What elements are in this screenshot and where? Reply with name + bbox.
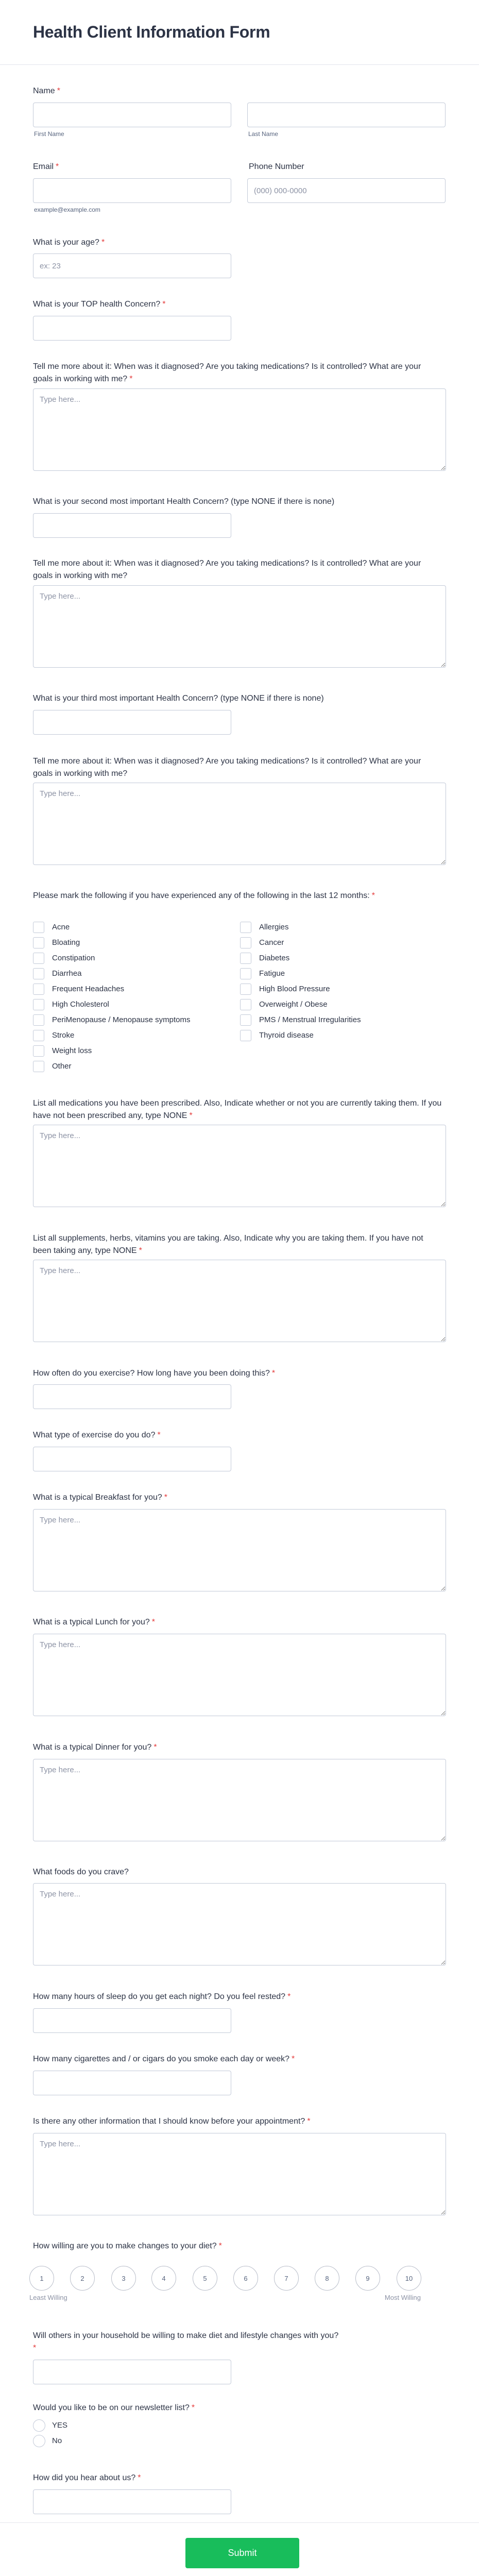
submit-button[interactable]: Submit	[185, 2538, 299, 2568]
header-divider	[0, 64, 479, 65]
condition-label[interactable]: Constipation	[52, 954, 95, 962]
crave-textarea[interactable]	[33, 1883, 446, 1965]
tell-more-2-label: Tell me more about it: When was it diagnosed? Are you taking medications? Is it controlled? What are your goals in working with me?	[33, 559, 421, 580]
newsletter-no-label[interactable]: No	[52, 2436, 62, 2445]
age-input[interactable]	[33, 253, 231, 278]
condition-label[interactable]: High Cholesterol	[52, 1000, 109, 1009]
breakfast-label	[33, 1493, 448, 1503]
second-concern-input[interactable]	[33, 513, 231, 538]
required-mark: *	[162, 300, 166, 309]
exercise-type-input[interactable]	[33, 1447, 231, 1471]
condition-label[interactable]: Acne	[52, 923, 70, 931]
scale-option-6[interactable]: 6	[233, 2266, 258, 2291]
first-name-sublabel: First Name	[34, 130, 64, 138]
willing-label-text: How willing are you to make changes to your diet?	[33, 2242, 217, 2250]
condition-label[interactable]: Overweight / Obese	[259, 1000, 328, 1009]
newsletter-yes-radio[interactable]	[33, 2419, 45, 2432]
email-label-text: Email	[33, 162, 54, 171]
required-mark: *	[33, 2344, 37, 2352]
medications-label	[33, 1097, 445, 1122]
other-info-label-text: Is there any other information that I should know before your appointment?	[33, 2117, 305, 2126]
lunch-label-text: What is a typical Lunch for you?	[33, 1618, 150, 1626]
scale-option-10[interactable]: 10	[397, 2266, 421, 2291]
sleep-label-text: How many hours of sleep do you get each night? Do you feel rested?	[33, 1992, 286, 2001]
footer-divider	[0, 2522, 479, 2523]
form-title: Health Client Information Form	[33, 23, 270, 41]
sleep-label	[33, 1992, 448, 2002]
smoking-label	[33, 2054, 448, 2064]
condition-checkbox[interactable]	[33, 1061, 44, 1072]
medications-textarea[interactable]	[33, 1125, 446, 1207]
required-mark: *	[218, 2242, 222, 2250]
required-mark: *	[151, 1618, 156, 1626]
required-mark: *	[56, 162, 59, 171]
scale-high-label: Most Willing	[384, 2294, 421, 2301]
exercise-frequency-input[interactable]	[33, 1384, 231, 1409]
name-label	[33, 86, 448, 96]
condition-checkbox[interactable]	[240, 1014, 251, 1026]
condition-checkbox[interactable]	[240, 937, 251, 948]
required-mark: *	[191, 2403, 195, 2412]
scale-option-3[interactable]: 3	[111, 2266, 136, 2291]
email-label	[33, 162, 229, 172]
condition-checkbox[interactable]	[240, 968, 251, 979]
required-mark: *	[292, 2055, 295, 2063]
exercise-frequency-label	[33, 1368, 448, 1379]
last-name-input[interactable]	[247, 103, 446, 127]
condition-label[interactable]: Frequent Headaches	[52, 985, 125, 993]
medications-label-text: List all medications you have been prescribed. Also, Indicate whether or not you are currently taking them. If you have not been prescribed any, type NONE	[33, 1099, 442, 1120]
last-name-sublabel: Last Name	[248, 130, 279, 138]
name-label-text: Name	[33, 87, 55, 95]
newsletter-yes-label[interactable]: YES	[52, 2421, 68, 2430]
condition-checkbox[interactable]	[240, 1030, 251, 1041]
lunch-label	[33, 1617, 448, 1628]
supplements-textarea[interactable]	[33, 1260, 446, 1342]
required-mark: *	[164, 1493, 168, 1502]
phone-label: Phone Number	[249, 162, 304, 171]
condition-checkbox[interactable]	[33, 1030, 44, 1041]
condition-label[interactable]: High Blood Pressure	[259, 985, 330, 993]
condition-label[interactable]: Diarrhea	[52, 969, 82, 978]
breakfast-label-text: What is a typical Breakfast for you?	[33, 1493, 162, 1502]
breakfast-textarea[interactable]	[33, 1509, 446, 1591]
condition-label[interactable]: Weight loss	[52, 1046, 92, 1055]
condition-label[interactable]: Bloating	[52, 938, 80, 947]
scale-low-label: Least Willing	[29, 2294, 67, 2301]
condition-checkbox[interactable]	[240, 953, 251, 964]
required-mark: *	[139, 1246, 142, 1255]
required-mark: *	[138, 2473, 141, 2482]
third-concern-input[interactable]	[33, 710, 231, 735]
conditions-label-text: Please mark the following if you have experienced any of the following in the last 12 months:	[33, 891, 370, 900]
required-mark: *	[307, 2117, 311, 2126]
smoking-input[interactable]	[33, 2071, 231, 2095]
condition-checkbox[interactable]	[33, 1014, 44, 1026]
household-label-text: Will others in your household be willing to make diet and lifestyle changes with you?	[33, 2331, 339, 2340]
supplements-label	[33, 1232, 435, 1257]
condition-checkbox[interactable]	[33, 937, 44, 948]
condition-checkbox[interactable]	[33, 1045, 44, 1057]
dinner-textarea[interactable]	[33, 1759, 446, 1841]
conditions-label	[33, 890, 445, 902]
lunch-textarea[interactable]	[33, 1634, 446, 1716]
top-concern-label-text: What is your TOP health Concern?	[33, 300, 161, 309]
condition-label[interactable]: Other	[52, 1062, 72, 1071]
condition-checkbox[interactable]	[33, 999, 44, 1010]
age-label	[33, 238, 448, 248]
sleep-input[interactable]	[33, 2008, 231, 2033]
condition-label[interactable]: Cancer	[259, 938, 284, 947]
top-concern-label	[33, 299, 448, 310]
scale-option-8[interactable]: 8	[315, 2266, 339, 2291]
required-mark: *	[371, 891, 375, 900]
scale-option-5[interactable]: 5	[193, 2266, 217, 2291]
condition-label[interactable]: Fatigue	[259, 969, 285, 978]
required-mark: *	[101, 238, 105, 247]
supplements-label-text: List all supplements, herbs, vitamins you are taking. Also, Indicate why you are taking them. If you have not been taking any, type NONE	[33, 1234, 423, 1255]
condition-checkbox[interactable]	[33, 953, 44, 964]
condition-checkbox[interactable]	[240, 984, 251, 995]
condition-checkbox[interactable]	[33, 984, 44, 995]
tell-more-3-label: Tell me more about it: When was it diagnosed? Are you taking medications? Is it controlled? What are your goals in working with me?	[33, 757, 421, 778]
smoking-label-text: How many cigarettes and / or cigars do you smoke each day or week?	[33, 2055, 290, 2063]
tell-more-1-textarea[interactable]	[33, 388, 446, 471]
tell-more-1-label-text: Tell me more about it: When was it diagnosed? Are you taking medications? Is it controlled? What are your goals in working with me?	[33, 362, 421, 383]
required-mark: *	[287, 1992, 291, 2001]
exercise-type-label	[33, 1430, 448, 1440]
dinner-label	[33, 1742, 448, 1753]
scale-option-2[interactable]: 2	[70, 2266, 95, 2291]
first-name-input[interactable]	[33, 103, 231, 127]
email-sublabel: example@example.com	[34, 206, 100, 213]
scale-option-4[interactable]: 4	[151, 2266, 176, 2291]
age-label-text: What is your age?	[33, 238, 99, 247]
condition-checkbox[interactable]	[240, 999, 251, 1010]
scale-option-1[interactable]: 1	[29, 2266, 54, 2291]
condition-label[interactable]: Thyroid disease	[259, 1031, 314, 1040]
dinner-label-text: What is a typical Dinner for you?	[33, 1743, 152, 1752]
newsletter-label-text: Would you like to be on our newsletter list?	[33, 2403, 190, 2412]
other-info-textarea[interactable]	[33, 2133, 446, 2215]
condition-checkbox[interactable]	[33, 968, 44, 979]
second-concern-label: What is your second most important Health Concern? (type NONE if there is none)	[33, 497, 335, 506]
third-concern-label: What is your third most important Health Concern? (type NONE if there is none)	[33, 694, 324, 703]
condition-label[interactable]: PeriMenopause / Menopause symptoms	[52, 1015, 191, 1024]
newsletter-no-radio[interactable]	[33, 2435, 45, 2447]
condition-checkbox[interactable]	[240, 922, 251, 933]
hear-label-text: How did you hear about us?	[33, 2473, 136, 2482]
tell-more-3-textarea[interactable]	[33, 783, 446, 865]
required-mark: *	[129, 375, 133, 383]
household-input[interactable]	[33, 2360, 231, 2384]
required-mark: *	[57, 87, 60, 95]
exercise-frequency-label-text: How often do you exercise? How long have you been doing this?	[33, 1369, 270, 1378]
scale-option-7[interactable]: 7	[274, 2266, 299, 2291]
willing-label	[33, 2241, 448, 2251]
phone-input[interactable]	[247, 178, 446, 203]
required-mark: *	[271, 1369, 276, 1378]
tell-more-2-textarea[interactable]	[33, 585, 446, 668]
crave-label: What foods do you crave?	[33, 1868, 129, 1876]
email-input[interactable]	[33, 178, 231, 203]
hear-input[interactable]	[33, 2489, 231, 2514]
condition-label[interactable]: Stroke	[52, 1031, 75, 1040]
condition-label[interactable]: Allergies	[259, 923, 289, 931]
scale-option-9[interactable]: 9	[355, 2266, 380, 2291]
other-info-label	[33, 2116, 448, 2127]
condition-label[interactable]: Diabetes	[259, 954, 290, 962]
household-label	[33, 2330, 445, 2354]
required-mark: *	[153, 1743, 157, 1752]
exercise-type-label-text: What type of exercise do you do?	[33, 1431, 156, 1439]
newsletter-label	[33, 2403, 448, 2413]
top-concern-input[interactable]	[33, 316, 231, 341]
tell-more-1-label	[33, 361, 440, 385]
hear-label	[33, 2473, 448, 2483]
condition-checkbox[interactable]	[33, 922, 44, 933]
required-mark: *	[157, 1431, 161, 1439]
condition-label[interactable]: PMS / Menstrual Irregularities	[259, 1015, 361, 1024]
required-mark: *	[189, 1111, 193, 1120]
